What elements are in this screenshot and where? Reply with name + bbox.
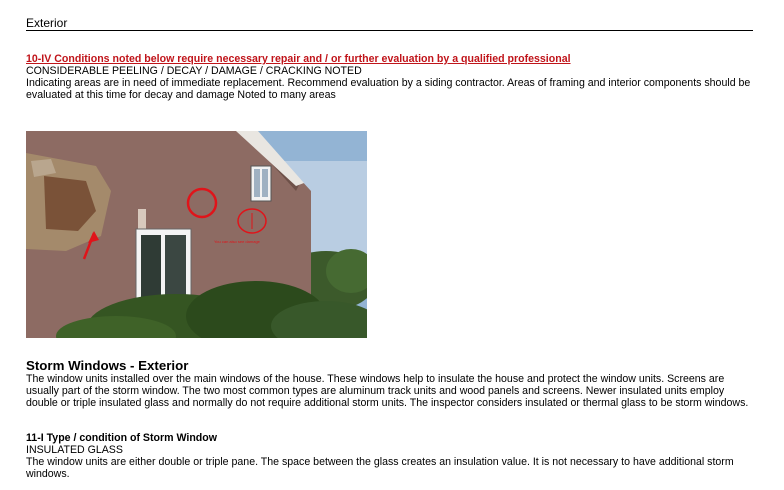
item-11 <box>26 432 756 480</box>
damage-photo <box>26 131 367 338</box>
header-divider <box>26 30 753 31</box>
item-11-heading: 11-I Type / condition of Storm Window <box>26 432 217 444</box>
item-10-heading: 10-IV Conditions noted below require necessary repair and / or further evaluation by a qualified professional <box>26 53 571 65</box>
section-header <box>26 16 753 31</box>
damage-photo-illustration <box>26 131 367 338</box>
item-11-description: The window units are either double or triple pane. The space between the glass creates an insulation value. It is not necessary to have additional storm windows. <box>26 456 734 480</box>
storm-windows-body: The window units installed over the main windows of the house. These windows help to insulate the house and protect the window units. Screens are usually part of the storm window. The two most common types are aluminum track units and wood panels and screens. Newer insulated units employ double or triple insulated glass and normally do not require additional storm units. The inspector considers insulated or thermal glass to be storm windows. <box>26 373 749 409</box>
item-10-condition: CONSIDERABLE PEELING / DECAY / DAMAGE / CRACKING NOTED <box>26 65 362 77</box>
item-11-condition: INSULATED GLASS <box>26 444 123 456</box>
photo-annotation: You can also see damage <box>214 239 260 244</box>
item-10 <box>26 53 756 101</box>
section-header-title: Exterior <box>26 16 68 30</box>
storm-windows-section <box>26 358 756 409</box>
item-10-description: Indicating areas are in need of immediate replacement. Recommend evaluation by a siding contractor. Areas of framing and interior components should be evaluated at this time for decay and damage Noted to many areas <box>26 77 751 101</box>
storm-windows-title: Storm Windows - Exterior <box>26 358 189 373</box>
